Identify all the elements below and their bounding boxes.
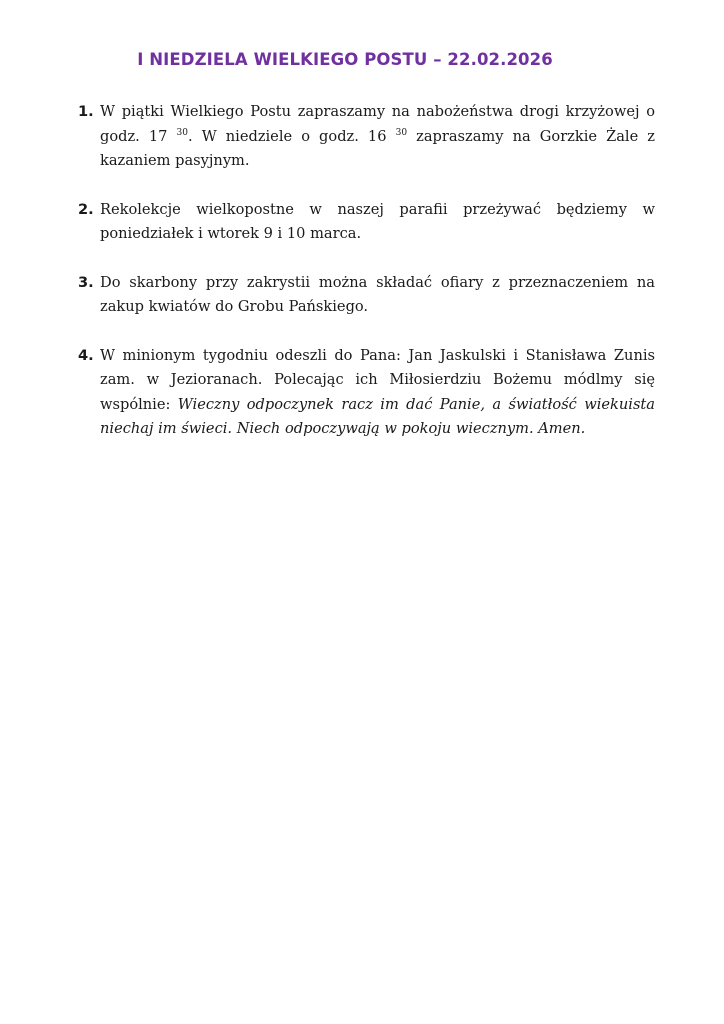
item-text: Rekolekcje wielkopostne w naszej parafii przeżywać będziemy w poniedziałek i wtorek 9 i 10 marca.	[100, 200, 655, 242]
item-text	[100, 344, 655, 442]
prayer-text: Wieczny odpoczynek racz im dać Panie, a światłość wiekuista niechaj im świeci. Niech odpoczywają w pokoju wiecznym. Amen.	[100, 395, 655, 437]
list-item	[78, 100, 655, 174]
list-item	[78, 344, 655, 442]
item-text	[100, 100, 655, 174]
list-item	[78, 271, 655, 320]
item-text-part: W piątki Wielkiego Postu zapraszamy na nabożeństwa drogi krzyżowej o godz. 17	[100, 103, 655, 145]
time-superscript: 30	[395, 127, 408, 138]
item-number: 1.	[78, 103, 94, 120]
list-item	[78, 198, 655, 247]
announcement-list	[78, 100, 655, 466]
item-number: 2.	[78, 200, 94, 218]
item-text: Do skarbony przy zakrystii można składać ofiary z przeznaczeniem na zakup kwiatów do Grobu Pańskiego.	[100, 273, 655, 315]
item-number: 3.	[78, 273, 94, 291]
item-text-part: . W niedziele o godz. 16	[187, 127, 396, 145]
item-text-part: zapraszamy na Gorzkie Żale z kazaniem pasyjnym.	[100, 127, 655, 169]
time-superscript: 30	[176, 127, 188, 138]
item-number: 4.	[78, 346, 94, 364]
item-text-part: W minionym tygodniu odeszli do Pana: Jan Jaskulski i Stanisława Zunis zam. w Jezioranach. Polecając ich Miłosierdziu Bożemu módlmy się wspólnie:	[100, 346, 655, 413]
page-title: I NIEDZIELA WIELKIEGO POSTU – 22.02.2026	[137, 50, 553, 69]
